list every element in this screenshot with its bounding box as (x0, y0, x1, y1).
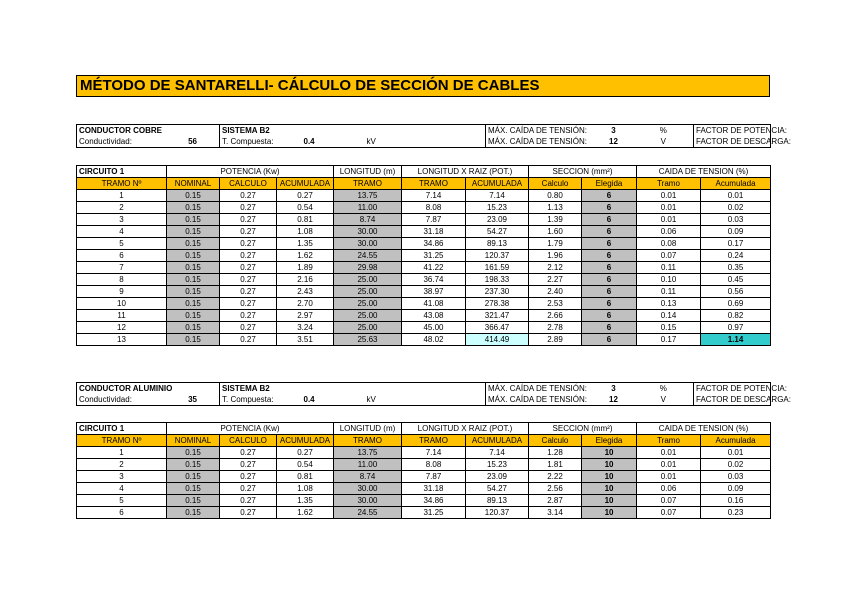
cell-calculo: 0.27 (220, 202, 277, 214)
col-calculo2: Calculo (529, 435, 582, 447)
cell-longitud-tramo: 30.00 (334, 495, 402, 507)
cell-seccion-elegida: 10 (582, 471, 637, 483)
cell-acumulada: 1.08 (277, 226, 334, 238)
cell-nominal: 0.15 (167, 286, 220, 298)
cell-seccion-elegida: 6 (582, 274, 637, 286)
cell-seccion-elegida: 6 (582, 334, 637, 346)
cell-nominal: 0.15 (167, 298, 220, 310)
cell-acumulada: 2.97 (277, 310, 334, 322)
factor-descarga-label: FACTOR DE DESCARGA: (694, 394, 771, 406)
cell-caida-tramo: 0.08 (637, 238, 701, 250)
caida-v-value: 12 (594, 136, 634, 148)
cell-raiz-acumulada: 7.14 (466, 447, 529, 459)
cell-caida-acumulada: 0.02 (701, 202, 771, 214)
cell-calculo: 0.27 (220, 310, 277, 322)
cell-caida-acumulada: 0.09 (701, 483, 771, 495)
cell-calculo: 0.27 (220, 471, 277, 483)
cell-longitud-tramo: 13.75 (334, 447, 402, 459)
cell-tramo-no: 4 (77, 483, 167, 495)
sistema-label: SISTEMA B2 (220, 125, 302, 137)
cell-seccion-elegida: 6 (582, 202, 637, 214)
table-row (77, 274, 771, 286)
cell-caida-tramo: 0.01 (637, 202, 701, 214)
cell-longitud-tramo: 30.00 (334, 483, 402, 495)
cell-raiz-acumulada: 237.30 (466, 286, 529, 298)
cell-raiz-tramo: 41.08 (402, 298, 466, 310)
col-acumulada3: Acumulada (701, 435, 771, 447)
table-row (77, 483, 771, 495)
cell-caida-tramo: 0.01 (637, 459, 701, 471)
caida-header: CAIDA DE TENSION (%) (637, 166, 771, 178)
cell-raiz-tramo: 34.86 (402, 238, 466, 250)
cell-seccion-elegida: 6 (582, 250, 637, 262)
caida-v-unit: V (634, 394, 694, 406)
cell-tramo-no: 11 (77, 310, 167, 322)
cell-calculo: 0.27 (220, 322, 277, 334)
cell-longitud-tramo: 25.00 (334, 298, 402, 310)
potencia-header: POTENCIA (Kw) (167, 423, 334, 435)
table-row (77, 298, 771, 310)
cell-seccion-calculo: 2.12 (529, 262, 582, 274)
col-tramo-no: TRAMO Nº (77, 435, 167, 447)
cell-acumulada: 3.24 (277, 322, 334, 334)
caida-value: 3 (594, 383, 634, 395)
cell-caida-tramo: 0.17 (637, 334, 701, 346)
caida-v-value: 12 (594, 394, 634, 406)
cell-longitud-tramo: 25.00 (334, 310, 402, 322)
longitud-header: LONGITUD (m) (334, 423, 402, 435)
cell-caida-acumulada: 0.09 (701, 226, 771, 238)
cell-seccion-elegida: 6 (582, 310, 637, 322)
cell-acumulada: 0.81 (277, 214, 334, 226)
cell-raiz-acumulada: 161.59 (466, 262, 529, 274)
col-tramo2: TRAMO (402, 178, 466, 190)
caida-v-label: MÁX. CAÍDA DE TENSIÓN: (486, 394, 594, 406)
cell-seccion-calculo: 2.66 (529, 310, 582, 322)
cell-nominal: 0.15 (167, 471, 220, 483)
cell-calculo: 0.27 (220, 262, 277, 274)
cell-caida-acumulada: 0.03 (701, 471, 771, 483)
cell-acumulada: 1.89 (277, 262, 334, 274)
cell-raiz-acumulada: 89.13 (466, 495, 529, 507)
cell-seccion-calculo: 2.89 (529, 334, 582, 346)
table-row (77, 202, 771, 214)
cell-acumulada: 0.27 (277, 447, 334, 459)
cell-caida-tramo: 0.07 (637, 250, 701, 262)
t-compuesta-value: 0.4 (302, 394, 365, 406)
seccion-header: SECCION (mm²) (529, 166, 637, 178)
table-row (77, 507, 771, 519)
cell-nominal: 0.15 (167, 483, 220, 495)
t-compuesta-label: T. Compuesta: (220, 136, 302, 148)
cell-nominal: 0.15 (167, 334, 220, 346)
caida-label: MÁX. CAÍDA DE TENSIÓN: (486, 383, 594, 395)
longitud-header: LONGITUD (m) (334, 166, 402, 178)
cell-acumulada: 1.62 (277, 507, 334, 519)
caida-label: MÁX. CAÍDA DE TENSIÓN: (486, 125, 594, 137)
caida-unit: % (634, 383, 694, 395)
cell-caida-tramo: 0.10 (637, 274, 701, 286)
cell-raiz-tramo: 38.97 (402, 286, 466, 298)
cell-caida-acumulada: 0.23 (701, 507, 771, 519)
caida-header: CAIDA DE TENSION (%) (637, 423, 771, 435)
col-tramo3: Tramo (637, 435, 701, 447)
table-row (77, 495, 771, 507)
cell-seccion-elegida: 10 (582, 495, 637, 507)
cell-seccion-calculo: 2.87 (529, 495, 582, 507)
cell-calculo: 0.27 (220, 495, 277, 507)
cell-nominal: 0.15 (167, 250, 220, 262)
cell-seccion-elegida: 6 (582, 226, 637, 238)
cell-caida-tramo: 0.11 (637, 262, 701, 274)
cell-calculo: 0.27 (220, 214, 277, 226)
cell-seccion-elegida: 6 (582, 286, 637, 298)
cell-seccion-calculo: 1.39 (529, 214, 582, 226)
cell-seccion-elegida: 6 (582, 298, 637, 310)
cell-caida-tramo: 0.07 (637, 495, 701, 507)
longitud-raiz-header: LONGITUD X RAIZ (POT.) (402, 423, 529, 435)
cell-nominal: 0.15 (167, 447, 220, 459)
cell-tramo-no: 7 (77, 262, 167, 274)
cell-caida-acumulada: 0.03 (701, 214, 771, 226)
cell-caida-acumulada: 0.17 (701, 238, 771, 250)
col-elegida: Elegida (582, 435, 637, 447)
cell-raiz-tramo: 7.87 (402, 214, 466, 226)
cell-acumulada: 1.62 (277, 250, 334, 262)
cell-tramo-no: 2 (77, 202, 167, 214)
cell-acumulada: 1.35 (277, 495, 334, 507)
cell-seccion-elegida: 6 (582, 238, 637, 250)
cell-seccion-calculo: 1.60 (529, 226, 582, 238)
t-compuesta-unit: kV (365, 136, 410, 148)
cell-acumulada: 0.27 (277, 190, 334, 202)
cell-longitud-tramo: 25.63 (334, 334, 402, 346)
cell-calculo: 0.27 (220, 250, 277, 262)
cell-tramo-no: 6 (77, 250, 167, 262)
cell-longitud-tramo: 11.00 (334, 459, 402, 471)
cell-caida-acumulada: 0.69 (701, 298, 771, 310)
conductor-label: CONDUCTOR COBRE (77, 125, 220, 137)
cell-tramo-no: 5 (77, 495, 167, 507)
cell-raiz-tramo: 31.25 (402, 507, 466, 519)
copper-info-table (76, 124, 791, 148)
cell-tramo-no: 4 (77, 226, 167, 238)
cell-caida-tramo: 0.01 (637, 471, 701, 483)
cell-caida-acumulada: 0.56 (701, 286, 771, 298)
table-row (77, 262, 771, 274)
cell-calculo: 0.27 (220, 334, 277, 346)
cell-seccion-elegida: 10 (582, 447, 637, 459)
cell-nominal: 0.15 (167, 190, 220, 202)
cell-caida-tramo: 0.15 (637, 322, 701, 334)
cell-acumulada: 1.08 (277, 483, 334, 495)
cell-raiz-acumulada: 278.38 (466, 298, 529, 310)
col-calculo2: Calculo (529, 178, 582, 190)
cell-calculo: 0.27 (220, 507, 277, 519)
cell-calculo: 0.27 (220, 286, 277, 298)
cell-raiz-tramo: 36.74 (402, 274, 466, 286)
cell-seccion-elegida: 6 (582, 322, 637, 334)
col-tramo3: Tramo (637, 178, 701, 190)
cell-nominal: 0.15 (167, 238, 220, 250)
cell-nominal: 0.15 (167, 226, 220, 238)
cell-seccion-calculo: 2.78 (529, 322, 582, 334)
cell-caida-tramo: 0.01 (637, 214, 701, 226)
cell-caida-acumulada: 0.45 (701, 274, 771, 286)
cell-seccion-elegida: 10 (582, 507, 637, 519)
cell-raiz-tramo: 31.25 (402, 250, 466, 262)
col-elegida: Elegida (582, 178, 637, 190)
caida-value: 3 (594, 125, 634, 137)
cell-tramo-no: 13 (77, 334, 167, 346)
table-row (77, 250, 771, 262)
cell-calculo: 0.27 (220, 483, 277, 495)
conductividad-value: 35 (188, 395, 197, 404)
cell-nominal: 0.15 (167, 310, 220, 322)
copper-data-table (76, 165, 771, 346)
cell-calculo: 0.27 (220, 459, 277, 471)
page-title: MÉTODO DE SANTARELLI- CÁLCULO DE SECCIÓN DE CABLES (76, 75, 770, 97)
cell-longitud-tramo: 11.00 (334, 202, 402, 214)
col-calculo: CALCULO (220, 178, 277, 190)
circuito-header: CIRCUITO 1 (77, 166, 167, 178)
table-row (77, 322, 771, 334)
cell-tramo-no: 6 (77, 507, 167, 519)
cell-raiz-tramo: 31.18 (402, 226, 466, 238)
col-calculo: CALCULO (220, 435, 277, 447)
cell-longitud-tramo: 8.74 (334, 471, 402, 483)
cell-nominal: 0.15 (167, 495, 220, 507)
sistema-label: SISTEMA B2 (220, 383, 302, 395)
col-nominal: NOMINAL (167, 435, 220, 447)
cell-longitud-tramo: 25.00 (334, 286, 402, 298)
cell-raiz-tramo: 34.86 (402, 495, 466, 507)
cell-calculo: 0.27 (220, 226, 277, 238)
cell-raiz-tramo: 8.08 (402, 459, 466, 471)
col-tramo2: TRAMO (402, 435, 466, 447)
cell-tramo-no: 1 (77, 447, 167, 459)
cell-longitud-tramo: 13.75 (334, 190, 402, 202)
cell-seccion-calculo: 2.40 (529, 286, 582, 298)
col-acumulada: ACUMULADA (277, 178, 334, 190)
cell-raiz-tramo: 7.87 (402, 471, 466, 483)
cell-longitud-tramo: 29.98 (334, 262, 402, 274)
cell-acumulada: 2.70 (277, 298, 334, 310)
cell-tramo-no: 1 (77, 190, 167, 202)
table-row (77, 190, 771, 202)
cell-caida-acumulada: 0.01 (701, 190, 771, 202)
cell-seccion-elegida: 6 (582, 262, 637, 274)
cell-acumulada: 0.54 (277, 459, 334, 471)
conductor-label: CONDUCTOR ALUMINIO (77, 383, 220, 395)
cell-caida-tramo: 0.07 (637, 507, 701, 519)
cell-caida-tramo: 0.13 (637, 298, 701, 310)
cell-raiz-acumulada: 198.33 (466, 274, 529, 286)
cell-seccion-calculo: 1.13 (529, 202, 582, 214)
cell-raiz-acumulada: 366.47 (466, 322, 529, 334)
cell-raiz-acumulada: 54.27 (466, 226, 529, 238)
cell-tramo-no: 12 (77, 322, 167, 334)
t-compuesta-label: T. Compuesta: (220, 394, 302, 406)
col-nominal: NOMINAL (167, 178, 220, 190)
factor-descarga-label: FACTOR DE DESCARGA: (694, 136, 771, 148)
cell-caida-acumulada: 0.02 (701, 459, 771, 471)
cell-seccion-elegida: 10 (582, 459, 637, 471)
cell-longitud-tramo: 30.00 (334, 226, 402, 238)
cell-caida-tramo: 0.06 (637, 483, 701, 495)
table-row (77, 238, 771, 250)
cell-nominal: 0.15 (167, 274, 220, 286)
cell-acumulada: 2.16 (277, 274, 334, 286)
cell-caida-tramo: 0.01 (637, 447, 701, 459)
cell-caida-tramo: 0.11 (637, 286, 701, 298)
cell-raiz-acumulada: 120.37 (466, 250, 529, 262)
cell-raiz-tramo: 43.08 (402, 310, 466, 322)
cell-raiz-acumulada: 7.14 (466, 190, 529, 202)
cell-seccion-calculo: 2.56 (529, 483, 582, 495)
table-row (77, 310, 771, 322)
cell-seccion-calculo: 1.79 (529, 238, 582, 250)
cell-longitud-tramo: 30.00 (334, 238, 402, 250)
cell-tramo-no: 2 (77, 459, 167, 471)
col-acumulada2: ACUMULADA (466, 435, 529, 447)
cell-raiz-tramo: 7.14 (402, 190, 466, 202)
caida-unit: % (634, 125, 694, 137)
cell-calculo: 0.27 (220, 190, 277, 202)
aluminum-data-table (76, 422, 771, 519)
cell-calculo: 0.27 (220, 238, 277, 250)
cell-raiz-tramo: 41.22 (402, 262, 466, 274)
col-acumulada2: ACUMULADA (466, 178, 529, 190)
cell-raiz-acumulada: 15.23 (466, 202, 529, 214)
cell-raiz-acumulada: 15.23 (466, 459, 529, 471)
cell-nominal: 0.15 (167, 507, 220, 519)
cell-caida-tramo: 0.14 (637, 310, 701, 322)
cell-calculo: 0.27 (220, 274, 277, 286)
cell-nominal: 0.15 (167, 262, 220, 274)
cell-caida-acumulada: 0.24 (701, 250, 771, 262)
cell-raiz-acumulada: 321.47 (466, 310, 529, 322)
cell-raiz-acumulada: 89.13 (466, 238, 529, 250)
cell-tramo-no: 8 (77, 274, 167, 286)
conductividad-value: 56 (188, 137, 197, 146)
cell-tramo-no: 10 (77, 298, 167, 310)
table-row (77, 459, 771, 471)
cell-seccion-calculo: 1.96 (529, 250, 582, 262)
cell-raiz-acumulada: 414.49 (466, 334, 529, 346)
circuito-header: CIRCUITO 1 (77, 423, 167, 435)
cell-raiz-acumulada: 23.09 (466, 214, 529, 226)
cell-nominal: 0.15 (167, 322, 220, 334)
cell-nominal: 0.15 (167, 214, 220, 226)
t-compuesta-value: 0.4 (302, 136, 365, 148)
t-compuesta-unit: kV (365, 394, 410, 406)
potencia-header: POTENCIA (Kw) (167, 166, 334, 178)
caida-v-unit: V (634, 136, 694, 148)
cell-tramo-no: 3 (77, 471, 167, 483)
cell-raiz-acumulada: 23.09 (466, 471, 529, 483)
cell-raiz-tramo: 8.08 (402, 202, 466, 214)
cell-caida-acumulada: 1.14 (701, 334, 771, 346)
table-row (77, 334, 771, 346)
cell-calculo: 0.27 (220, 298, 277, 310)
conductividad-label: Conductividad: 35 (77, 394, 220, 406)
cell-seccion-calculo: 3.14 (529, 507, 582, 519)
cell-caida-tramo: 0.06 (637, 226, 701, 238)
cell-caida-acumulada: 0.01 (701, 447, 771, 459)
cell-seccion-calculo: 0.80 (529, 190, 582, 202)
cell-caida-tramo: 0.01 (637, 190, 701, 202)
cell-seccion-calculo: 1.81 (529, 459, 582, 471)
factor-potencia-label: FACTOR DE POTENCIA: (694, 383, 771, 395)
cell-acumulada: 3.51 (277, 334, 334, 346)
table-row (77, 286, 771, 298)
cell-acumulada: 0.81 (277, 471, 334, 483)
cell-raiz-tramo: 48.02 (402, 334, 466, 346)
aluminum-info-table (76, 382, 791, 406)
cell-longitud-tramo: 8.74 (334, 214, 402, 226)
cell-caida-acumulada: 0.16 (701, 495, 771, 507)
cell-seccion-calculo: 2.27 (529, 274, 582, 286)
cell-seccion-elegida: 6 (582, 190, 637, 202)
cell-tramo-no: 3 (77, 214, 167, 226)
col-tramo: TRAMO (334, 178, 402, 190)
cell-acumulada: 2.43 (277, 286, 334, 298)
cell-seccion-calculo: 1.28 (529, 447, 582, 459)
cell-nominal: 0.15 (167, 459, 220, 471)
cell-raiz-tramo: 45.00 (402, 322, 466, 334)
cell-seccion-elegida: 10 (582, 483, 637, 495)
cell-tramo-no: 5 (77, 238, 167, 250)
cell-longitud-tramo: 25.00 (334, 274, 402, 286)
seccion-header: SECCION (mm²) (529, 423, 637, 435)
cell-acumulada: 1.35 (277, 238, 334, 250)
cell-longitud-tramo: 24.55 (334, 507, 402, 519)
cell-seccion-elegida: 6 (582, 214, 637, 226)
cell-raiz-tramo: 7.14 (402, 447, 466, 459)
cell-raiz-acumulada: 120.37 (466, 507, 529, 519)
col-tramo: TRAMO (334, 435, 402, 447)
cell-caida-acumulada: 0.35 (701, 262, 771, 274)
table-row (77, 471, 771, 483)
cell-longitud-tramo: 24.55 (334, 250, 402, 262)
cell-acumulada: 0.54 (277, 202, 334, 214)
cell-seccion-calculo: 2.22 (529, 471, 582, 483)
caida-v-label: MÁX. CAÍDA DE TENSIÓN: (486, 136, 594, 148)
col-acumulada3: Acumulada (701, 178, 771, 190)
cell-nominal: 0.15 (167, 202, 220, 214)
table-row (77, 214, 771, 226)
cell-calculo: 0.27 (220, 447, 277, 459)
conductividad-label: Conductividad: 56 (77, 136, 220, 148)
cell-tramo-no: 9 (77, 286, 167, 298)
cell-raiz-acumulada: 54.27 (466, 483, 529, 495)
cell-longitud-tramo: 25.00 (334, 322, 402, 334)
longitud-raiz-header: LONGITUD X RAIZ (POT.) (402, 166, 529, 178)
factor-potencia-label: FACTOR DE POTENCIA: (694, 125, 771, 137)
col-acumulada: ACUMULADA (277, 435, 334, 447)
cell-raiz-tramo: 31.18 (402, 483, 466, 495)
col-tramo-no: TRAMO Nº (77, 178, 167, 190)
cell-caida-acumulada: 0.82 (701, 310, 771, 322)
cell-seccion-calculo: 2.53 (529, 298, 582, 310)
table-row (77, 226, 771, 238)
cell-caida-acumulada: 0.97 (701, 322, 771, 334)
table-row (77, 447, 771, 459)
